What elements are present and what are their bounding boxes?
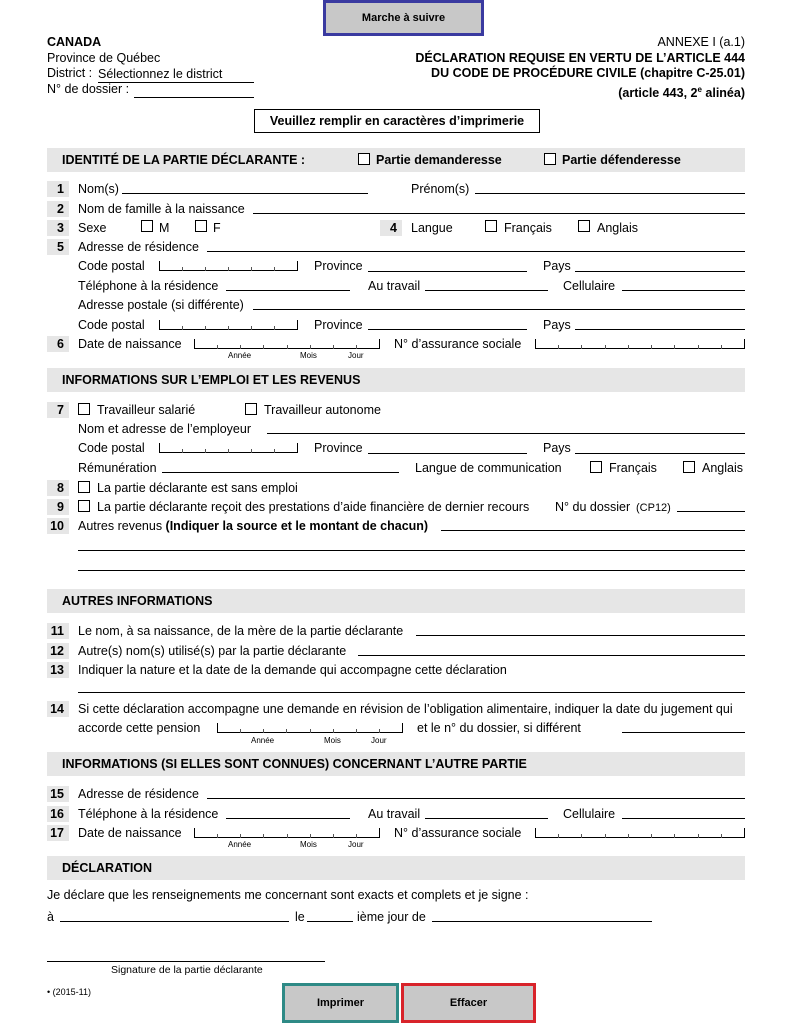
district-select[interactable]: Sélectionnez le district xyxy=(98,67,254,83)
field-code-postal-employeur[interactable] xyxy=(159,443,298,453)
label-code-postal: Code postal xyxy=(78,259,145,273)
field-dossier-different[interactable] xyxy=(622,732,745,733)
label-date-naissance-autre: Date de naissance xyxy=(78,826,182,840)
print-button[interactable] xyxy=(282,983,399,1023)
field-date-jugement[interactable] xyxy=(217,723,403,733)
item-number-11: 11 xyxy=(47,623,69,639)
label-adresse-postale: Adresse postale (si différente) xyxy=(78,298,244,312)
print-button-label: Imprimer xyxy=(316,997,365,1009)
declaration-text: Je déclare que les renseignements me concernant sont exacts et complets et je signe : xyxy=(47,888,529,902)
field-nom-naissance[interactable] xyxy=(253,213,745,214)
label-noms: Nom(s) xyxy=(78,182,119,196)
section-declaration-title: DÉCLARATION xyxy=(62,861,153,875)
label-adresse-autre: Adresse de résidence xyxy=(78,787,199,801)
label-telephone: Téléphone à la résidence xyxy=(78,279,219,293)
label-cellulaire: Cellulaire xyxy=(563,279,616,293)
item-number-5: 5 xyxy=(47,239,69,255)
field-telephone-autre[interactable] xyxy=(226,818,350,819)
item-number-7: 7 xyxy=(47,402,69,418)
field-telephone[interactable] xyxy=(226,290,350,291)
label-sexe: Sexe xyxy=(78,221,107,235)
field-autres-revenus-1[interactable] xyxy=(441,530,745,531)
field-nas-autre[interactable] xyxy=(535,828,745,838)
label-langue-francais: Français xyxy=(504,221,552,235)
clear-button[interactable] xyxy=(401,983,536,1023)
checkbox-salarie[interactable] xyxy=(78,403,90,415)
checkbox-partie-defenderesse[interactable] xyxy=(544,153,556,165)
label-sexe-f: F xyxy=(213,221,221,235)
item-number-2: 2 xyxy=(47,201,69,217)
item-number-6: 6 xyxy=(47,336,69,352)
label-pension: accorde cette pension xyxy=(78,721,201,735)
caption-annee-autre: Année xyxy=(228,840,252,849)
checkbox-langue-francais[interactable] xyxy=(485,220,497,232)
field-autres-revenus-2[interactable] xyxy=(78,550,745,551)
section-emploi-title: INFORMATIONS SUR L’EMPLOI ET LES REVENUS xyxy=(62,373,361,387)
field-mois[interactable] xyxy=(432,921,652,922)
field-province-employeur[interactable] xyxy=(368,453,527,454)
label-travail-autre: Au travail xyxy=(368,807,421,821)
checkbox-comm-anglais[interactable] xyxy=(683,461,695,473)
field-province-2[interactable] xyxy=(368,329,527,330)
field-autres-revenus-3[interactable] xyxy=(78,570,745,571)
field-code-postal[interactable] xyxy=(159,261,298,271)
title-line-3: (article 443, 2e alinéa) xyxy=(618,85,745,101)
label-adresse: Adresse de résidence xyxy=(78,240,199,254)
label-prenom: Prénom(s) xyxy=(411,182,470,196)
section-identity-title: IDENTITÉ DE LA PARTIE DÉCLARANTE : xyxy=(62,153,306,167)
label-comm-francais: Français xyxy=(609,461,657,475)
field-date-naissance[interactable] xyxy=(194,339,380,349)
title-line-1: DÉCLARATION REQUISE EN VERTU DE L’ARTICLE 444 xyxy=(415,51,745,65)
field-remuneration[interactable] xyxy=(162,472,399,473)
label-le: le xyxy=(295,910,305,924)
field-nom-mere[interactable] xyxy=(416,635,745,636)
field-signature[interactable] xyxy=(47,961,325,962)
item-number-14: 14 xyxy=(47,701,69,717)
clear-button-label: Effacer xyxy=(449,997,488,1009)
caption-mois: Mois xyxy=(300,351,317,360)
label-province-employeur: Province xyxy=(314,441,363,455)
caption-mois-autre: Mois xyxy=(300,840,317,849)
caption-mois-jugement: Mois xyxy=(324,736,341,745)
caption-jour-autre: Jour xyxy=(348,840,364,849)
item-number-3: 3 xyxy=(47,220,69,236)
label-comm-anglais: Anglais xyxy=(702,461,743,475)
caption-jour-jugement: Jour xyxy=(371,736,387,745)
checkbox-sexe-m[interactable] xyxy=(141,220,153,232)
instruction-box: Veuillez remplir en caractères d’imprimerie xyxy=(254,109,540,133)
label-nom-naissance: Nom de famille à la naissance xyxy=(78,202,245,216)
annexe-label: ANNEXE I (a.1) xyxy=(657,35,745,49)
label-sans-emploi: La partie déclarante est sans emploi xyxy=(97,481,298,495)
label-dossier-cp12: N° du dossier xyxy=(555,500,631,514)
label-ieme-jour: ième jour de xyxy=(357,910,426,924)
checkbox-partie-demanderesse[interactable] xyxy=(358,153,370,165)
label-remuneration: Rémunération xyxy=(78,461,157,475)
item-number-9: 9 xyxy=(47,499,69,515)
caption-jour: Jour xyxy=(348,351,364,360)
field-code-postal-2[interactable] xyxy=(159,320,298,330)
field-autres-noms[interactable] xyxy=(358,655,745,656)
item-number-12: 12 xyxy=(47,643,69,659)
title-line-2: DU CODE DE PROCÉDURE CIVILE (chapitre C-25.01) xyxy=(431,66,745,80)
label-nature-demande: Indiquer la nature et la date de la demande qui accompagne cette déclaration xyxy=(78,663,507,677)
label-nas: N° d’assurance sociale xyxy=(394,337,522,351)
instructions-button[interactable] xyxy=(323,0,484,36)
label-travail: Au travail xyxy=(368,279,421,293)
label-date-naissance: Date de naissance xyxy=(78,337,182,351)
dossier-label: N° de dossier : xyxy=(47,82,130,96)
field-prenom[interactable] xyxy=(475,193,745,194)
field-adresse[interactable] xyxy=(207,251,745,252)
label-pays-employeur: Pays xyxy=(543,441,571,455)
label-employeur: Nom et adresse de l’employeur xyxy=(78,422,251,436)
label-telephone-autre: Téléphone à la résidence xyxy=(78,807,219,821)
checkbox-autonome[interactable] xyxy=(245,403,257,415)
label-partie-demanderesse: Partie demanderesse xyxy=(376,153,502,167)
label-revision: Si cette déclaration accompagne une demande en révision de l’obligation alimentaire, indiquer la date du jugement qui xyxy=(78,702,733,716)
label-province-2: Province xyxy=(314,318,363,332)
field-province[interactable] xyxy=(368,271,527,272)
checkbox-aide-financiere[interactable] xyxy=(78,500,90,512)
field-nas[interactable] xyxy=(535,339,745,349)
label-autonome: Travailleur autonome xyxy=(264,403,381,417)
item-number-4: 4 xyxy=(380,220,402,236)
item-number-8: 8 xyxy=(47,480,69,496)
checkbox-sexe-f[interactable] xyxy=(195,220,207,232)
label-code-postal-employeur: Code postal xyxy=(78,441,145,455)
dossier-field[interactable] xyxy=(134,97,254,98)
field-pays-employeur[interactable] xyxy=(575,453,745,454)
field-pays[interactable] xyxy=(575,271,745,272)
item-number-17: 17 xyxy=(47,825,69,841)
label-sexe-m: M xyxy=(159,221,170,235)
field-travail-autre[interactable] xyxy=(425,818,548,819)
label-pays: Pays xyxy=(543,259,571,273)
label-province: Province xyxy=(314,259,363,273)
field-cellulaire-autre[interactable] xyxy=(622,818,745,819)
caption-annee: Année xyxy=(228,351,252,360)
checkbox-comm-francais[interactable] xyxy=(590,461,602,473)
district-label: District : xyxy=(47,66,93,80)
field-date-naissance-autre[interactable] xyxy=(194,828,380,838)
field-travail[interactable] xyxy=(425,290,548,291)
form-version: • (2015-11) xyxy=(47,987,92,997)
label-langue-communication: Langue de communication xyxy=(415,461,562,475)
label-signature: Signature de la partie déclarante xyxy=(111,964,263,976)
section-emploi-header xyxy=(47,368,745,392)
caption-annee-jugement: Année xyxy=(251,736,275,745)
item-number-16: 16 xyxy=(47,806,69,822)
item-number-10: 10 xyxy=(47,518,69,534)
field-noms[interactable] xyxy=(122,193,368,194)
label-partie-defenderesse: Partie défenderesse xyxy=(562,153,681,167)
section-autres-header xyxy=(47,589,745,613)
field-employeur[interactable] xyxy=(267,433,745,434)
label-cellulaire-autre: Cellulaire xyxy=(563,807,616,821)
label-autres-noms: Autre(s) nom(s) utilisé(s) par la partie déclarante xyxy=(78,644,347,658)
label-langue-anglais: Anglais xyxy=(597,221,638,235)
section-declaration-header xyxy=(47,856,745,880)
label-nom-mere: Le nom, à sa naissance, de la mère de la partie déclarante xyxy=(78,624,404,638)
header-canada: CANADA xyxy=(47,35,102,49)
label-aide-financiere: La partie déclarante reçoit des prestations d’aide financière de dernier recours xyxy=(97,500,530,514)
field-pays-2[interactable] xyxy=(575,329,745,330)
item-number-1: 1 xyxy=(47,181,69,197)
section-autre-partie-title: INFORMATIONS (SI ELLES SONT CONNUES) CONCERNANT L’AUTRE PARTIE xyxy=(62,757,527,771)
item-number-15: 15 xyxy=(47,786,69,802)
checkbox-langue-anglais[interactable] xyxy=(578,220,590,232)
field-dossier-cp12[interactable] xyxy=(677,511,745,512)
label-code-postal-2: Code postal xyxy=(78,318,145,332)
field-lieu[interactable] xyxy=(60,921,289,922)
label-langue: Langue xyxy=(411,221,453,235)
label-autres-revenus: Autres revenus (Indiquer la source et le montant de chacun) xyxy=(78,519,429,533)
header-province: Province de Québec xyxy=(47,51,161,65)
label-salarie: Travailleur salarié xyxy=(97,403,196,417)
item-number-13: 13 xyxy=(47,662,69,678)
field-nature-demande[interactable] xyxy=(78,692,745,693)
field-cellulaire[interactable] xyxy=(622,290,745,291)
checkbox-sans-emploi[interactable] xyxy=(78,481,90,493)
field-adresse-postale[interactable] xyxy=(253,309,745,310)
field-adresse-autre[interactable] xyxy=(207,798,745,799)
label-pays-2: Pays xyxy=(543,318,571,332)
section-autres-title: AUTRES INFORMATIONS xyxy=(62,594,213,608)
label-nas-autre: N° d’assurance sociale xyxy=(394,826,522,840)
label-dossier-different: et le n° du dossier, si différent xyxy=(417,721,581,735)
label-lieu: à xyxy=(47,910,54,924)
instructions-button-label: Marche à suivre xyxy=(361,12,446,24)
label-cp12: (CP12) xyxy=(636,502,671,514)
section-autre-partie-header xyxy=(47,752,745,776)
field-jour[interactable] xyxy=(307,921,353,922)
